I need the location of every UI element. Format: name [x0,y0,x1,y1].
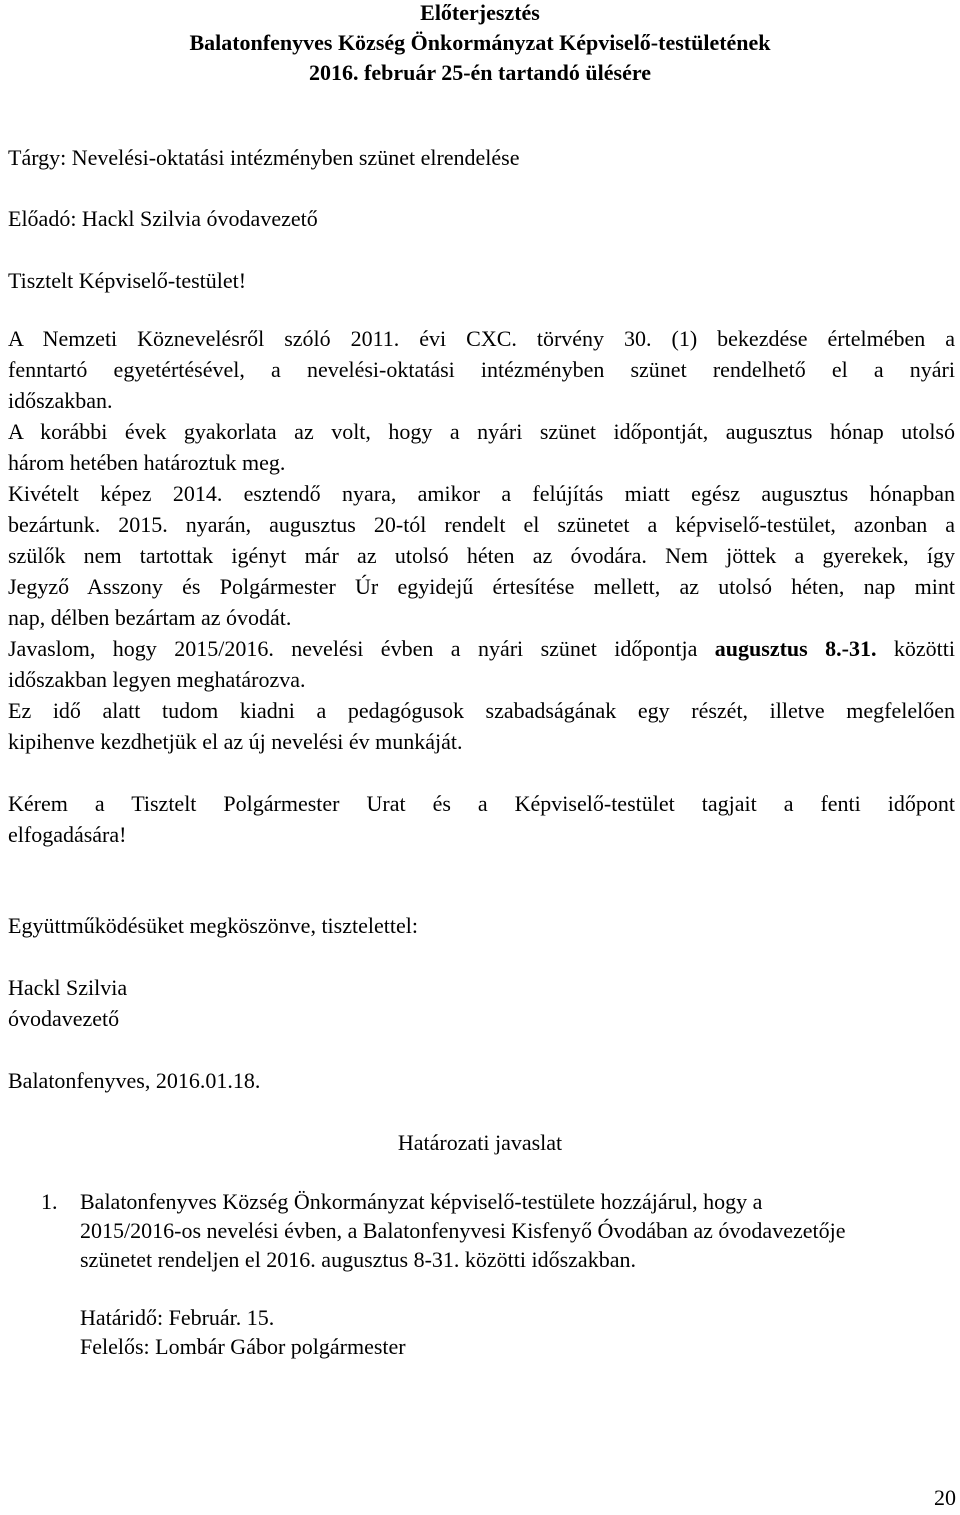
document-header [0,0,960,88]
body-text-line: időszakban. [8,388,113,413]
body-text-line: Kérem a Tisztelt Polgármester Urat és a Képviselő-testület tagjait a fenti időpont [8,791,955,816]
proposal-dates: augusztus 8.-31. [714,636,877,661]
body-text-line: három hetében határoztuk meg. [8,450,286,475]
closing-thanks: Együttműködésüket megköszönve, tisztelettel: [8,913,418,938]
presenter-line: Előadó: Hackl Szilvia óvodavezető [8,206,318,231]
proposal-line [8,633,955,664]
resolution-item-line: 2015/2016-os nevelési évben, a Balatonfenyvesi Kisfenyő Óvodában az óvodavezetője [80,1218,846,1243]
body-text-line: Kivételt képez 2014. esztendő nyara, amikor a felújítás miatt egész augusztus hónapban [8,481,955,506]
body-text-line: Jegyző Asszony és Polgármester Úr egyidejű értesítése mellett, az utolsó héten, nap mint [8,574,955,599]
header-meeting-date: 2016. február 25-én tartandó ülésére [309,60,651,85]
resolution-title: Határozati javaslat [397,1130,563,1155]
signatory-role: óvodavezető [8,1006,120,1031]
body-text-line: szülők nem tartottak igényt már az utolsó héten az óvodára. Nem jöttek a gyerekek, így [8,543,955,568]
body-text-line: A Nemzeti Köznevelésről szóló 2011. évi CXC. törvény 30. (1) bekezdése értelmében a [8,326,955,351]
body-text-line: Ez idő alatt tudom kiadni a pedagógusok szabadságának egy részét, illetve megfelelően [8,698,955,723]
resolution-item-line: Balatonfenyves Község Önkormányzat képviselő-testülete hozzájárul, hogy a [80,1189,763,1214]
resolution-item-number: 1. [41,1189,58,1214]
signatory-name: Hackl Szilvia [8,975,128,1000]
proposal-text: Javaslom, hogy 2015/2016. nevelési évben a nyári szünet időpontja [8,636,715,661]
resolution-responsible: Felelős: Lombár Gábor polgármester [80,1334,406,1359]
resolution-deadline: Határidő: Február. 15. [80,1305,275,1330]
greeting: Tisztelt Képviselő-testület! [8,268,247,293]
body-text-line: bezártunk. 2015. nyarán, augusztus 20-tól rendelt el szünetet a képviselő-testület, azonban a [8,512,955,537]
header-title: Előterjesztés [420,0,540,25]
body-text-line: fenntartó egyetértésével, a nevelési-oktatási intézményben szünet rendelhető el a nyári [8,357,955,382]
place-date: Balatonfenyves, 2016.01.18. [8,1068,261,1093]
resolution-item-line: szünetet rendeljen el 2016. augusztus 8-31. közötti időszakban. [80,1247,636,1272]
page-number: 20 [934,1485,956,1510]
body-text-line: kipihenve kezdhetjük el az új nevelési év munkáját. [8,729,463,754]
body-text-line: nap, délben bezártam az óvodát. [8,605,292,630]
body-text-line: időszakban legyen meghatározva. [8,667,306,692]
body-text-line: elfogadására! [8,822,127,847]
body-text-line: A korábbi évek gyakorlata az volt, hogy a nyári szünet időpontját, augusztus hónap utolsó [8,419,955,444]
proposal-text-end: közötti [876,636,955,661]
header-council: Balatonfenyves Község Önkormányzat Képviselő-testületének [189,30,771,55]
subject-line: Tárgy: Nevelési-oktatási intézményben szünet elrendelése [8,145,520,170]
